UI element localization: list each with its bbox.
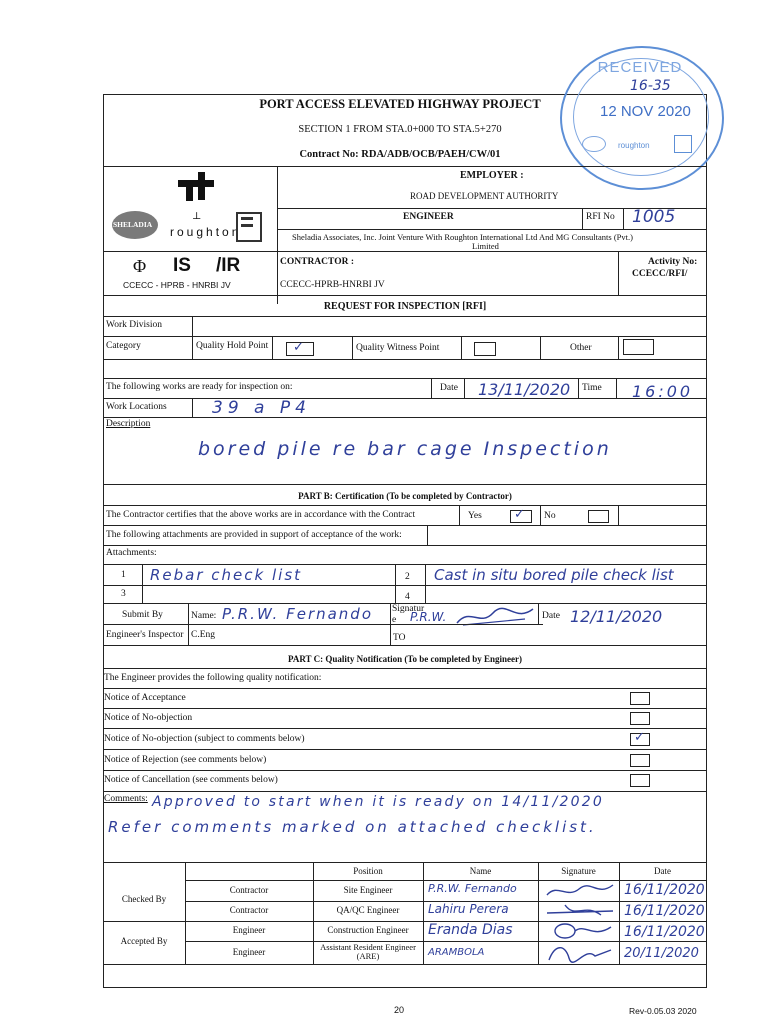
- notice-cancellation-checkbox[interactable]: [630, 774, 650, 787]
- inspection-time-value[interactable]: 16:00: [632, 382, 694, 401]
- project-title: PORT ACCESS ELEVATED HIGHWAY PROJECT: [259, 97, 541, 111]
- stamp-received: RECEIVED: [597, 59, 683, 76]
- description-label: Description: [106, 419, 151, 429]
- row-2-signature-icon: [545, 901, 615, 921]
- notice-no-objection: Notice of No-objection: [104, 713, 193, 723]
- ready-for-inspection-label: The following works are ready for inspection on:: [106, 382, 293, 392]
- row-4-party: Engineer: [232, 947, 266, 957]
- no-label: No: [544, 511, 556, 521]
- engineer-label: ENGINEER: [403, 212, 454, 222]
- stamp-number: 16-35: [630, 78, 671, 94]
- employer-label: EMPLOYER :: [460, 170, 524, 181]
- certify-statement: The Contractor certifies that the above works are in accordance with the Contract: [106, 510, 416, 520]
- work-locations-value[interactable]: 39 a P4: [212, 398, 311, 418]
- row-1-position: Site Engineer: [343, 885, 393, 895]
- row-1-date[interactable]: 16/11/2020: [624, 882, 705, 898]
- other-checkbox[interactable]: [623, 339, 654, 355]
- attachment-number-3: 3: [121, 589, 126, 599]
- submitted-by-name[interactable]: P.R.W. Fernando: [222, 605, 374, 623]
- notice-no-objection-checkbox[interactable]: [630, 712, 650, 725]
- description-value[interactable]: bored pile re bar cage Inspection: [198, 438, 612, 460]
- row-3-date[interactable]: 16/11/2020: [624, 924, 705, 940]
- contractor-label: CONTRACTOR :: [280, 257, 354, 267]
- contractor-logo-caption: CCECC - HPRB - HNRBI JV: [123, 280, 231, 290]
- submit-date-value[interactable]: 12/11/2020: [570, 607, 663, 626]
- employer-logo-icon: [168, 170, 238, 202]
- employer-name: ROAD DEVELOPMENT AUTHORITY: [410, 191, 559, 201]
- row-1-party: Contractor: [229, 885, 269, 895]
- attachment-number-2: 2: [405, 572, 410, 582]
- attachment-2-value[interactable]: Cast in situ bored pile check list: [434, 566, 674, 584]
- attachments-intro: The following attachments are provided in support of acceptance of the work:: [106, 530, 402, 540]
- attachment-number-4: 4: [405, 592, 410, 602]
- row-3-party: Engineer: [232, 925, 266, 935]
- row-1-name[interactable]: P.R.W. Fernando: [428, 882, 517, 895]
- engineers-inspector-label: Engineer's Inspector: [106, 630, 184, 640]
- signature-label-2: e: [392, 615, 397, 625]
- part-c-title: PART C: Quality Notification (To be completed by Engineer): [287, 654, 522, 664]
- header-name: Name: [469, 866, 492, 876]
- signature-label-1: Signatur: [392, 604, 425, 614]
- work-division-label: Work Division: [106, 320, 162, 330]
- row-4-date[interactable]: 20/11/2020: [624, 946, 699, 961]
- comments-label: Comments:: [104, 794, 148, 804]
- stamp-seal-icon: [582, 136, 606, 152]
- to-label: TO: [393, 633, 406, 643]
- engineer-line-1: Sheladia Associates, Inc. Joint Venture With Roughton International Ltd And MG Consultants (Pvt.): [292, 232, 633, 242]
- submitted-signature[interactable]: P.R.W.: [410, 610, 447, 624]
- checked-by-label: Checked By: [121, 894, 167, 904]
- row-1-signature-icon: [545, 881, 615, 901]
- part-b-title: PART B: Certification (To be completed by Contractor): [298, 491, 512, 501]
- header-position: Position: [353, 866, 383, 876]
- page-number: 20: [394, 1005, 405, 1015]
- attachments-label: Attachments:: [106, 548, 157, 558]
- attachment-number-1: 1: [121, 570, 126, 580]
- row-2-name[interactable]: Lahiru Perera: [428, 902, 509, 916]
- ccecc-logo-icon: Φ: [133, 256, 147, 276]
- header-date: Date: [654, 866, 671, 876]
- date-label: Date: [440, 383, 458, 393]
- row-2-party: Contractor: [229, 905, 269, 915]
- section-line: SECTION 1 FROM STA.0+000 TO STA.5+270: [298, 124, 502, 135]
- category-label: Category: [106, 341, 141, 351]
- notice-rejection-checkbox[interactable]: [630, 754, 650, 767]
- contractor-name: CCECC-HPRB-HNRBI JV: [280, 280, 385, 290]
- signature-scribble-icon: [455, 603, 535, 629]
- activity-value: CCECC/RFI/: [632, 269, 688, 279]
- checkmark-icon: ✓: [293, 339, 304, 354]
- header-signature: Signature: [561, 866, 596, 876]
- no-checkbox[interactable]: [588, 510, 609, 523]
- activity-label: Activity No:: [648, 257, 698, 267]
- sheladia-logo-text: SHELADIA: [113, 220, 153, 229]
- notice-checkmark-icon: ✓: [634, 729, 645, 744]
- hprb-logo-icon: IS: [173, 255, 191, 276]
- time-label: Time: [582, 383, 602, 393]
- accepted-by-label: Accepted By: [120, 936, 168, 946]
- notice-no-objection-comments: Notice of No-objection (subject to comments below): [104, 734, 305, 744]
- row-3-signature-icon: [545, 921, 615, 941]
- stamp-date: 12 NOV 2020: [600, 103, 691, 120]
- stamp-mg-logo-icon: [674, 135, 692, 153]
- name-label: Name:: [191, 611, 217, 621]
- notice-rejection: Notice of Rejection (see comments below): [104, 755, 267, 765]
- notice-acceptance: Notice of Acceptance: [104, 693, 186, 703]
- attachment-1-value[interactable]: Rebar check list: [150, 566, 303, 584]
- other-label: Other: [570, 343, 592, 353]
- yes-checkmark-icon: ✓: [514, 506, 525, 521]
- row-3-position: Construction Engineer: [327, 925, 409, 935]
- rfi-no-value[interactable]: 1005: [632, 207, 676, 227]
- row-4-signature-icon: [545, 942, 615, 964]
- quality-witness-point-label: Quality Witness Point: [356, 343, 440, 353]
- row-2-position: QA/QC Engineer: [336, 905, 400, 915]
- rfi-title: REQUEST FOR INSPECTION [RFI]: [323, 301, 487, 312]
- yes-label: Yes: [468, 511, 482, 521]
- quality-witness-point-checkbox[interactable]: [474, 342, 496, 356]
- part-c-intro: The Engineer provides the following quality notification:: [104, 673, 322, 683]
- revision: Rev-0.05.03 2020: [629, 1006, 697, 1016]
- comment-line-1[interactable]: Approved to start when it is ready on 14/11/2020: [152, 794, 604, 810]
- comment-line-2[interactable]: Refer comments marked on attached checklist.: [108, 818, 597, 836]
- engineer-line-2: Limited: [472, 241, 499, 251]
- submit-date-label: Date: [542, 611, 560, 621]
- contract-number: Contract No: RDA/ADB/OCB/PAEH/CW/01: [299, 149, 501, 160]
- row-4-name[interactable]: ARAMBOLA: [428, 947, 485, 958]
- row-2-date[interactable]: 16/11/2020: [624, 903, 705, 919]
- roughton-logo-text: roughton: [170, 225, 242, 239]
- inspection-date-value[interactable]: 13/11/2020: [478, 380, 571, 399]
- submit-by-label: Submit By: [122, 610, 163, 620]
- stamp-org: roughton: [618, 141, 650, 150]
- row-3-name[interactable]: Eranda Dias: [428, 922, 513, 938]
- quality-hold-point-label: Quality Hold Point: [196, 341, 269, 351]
- notice-acceptance-checkbox[interactable]: [630, 692, 650, 705]
- notice-cancellation: Notice of Cancellation (see comments below): [104, 775, 278, 785]
- engineers-inspector-value: C.Eng: [191, 630, 216, 640]
- row-4-position: Assistant Resident Engineer (ARE): [320, 942, 416, 962]
- rfi-no-label: RFI No: [586, 212, 615, 222]
- hnrbi-logo-icon: /IR: [216, 255, 241, 276]
- roughton-mark-icon: ⊥: [192, 211, 202, 222]
- work-locations-label: Work Locations: [106, 402, 167, 412]
